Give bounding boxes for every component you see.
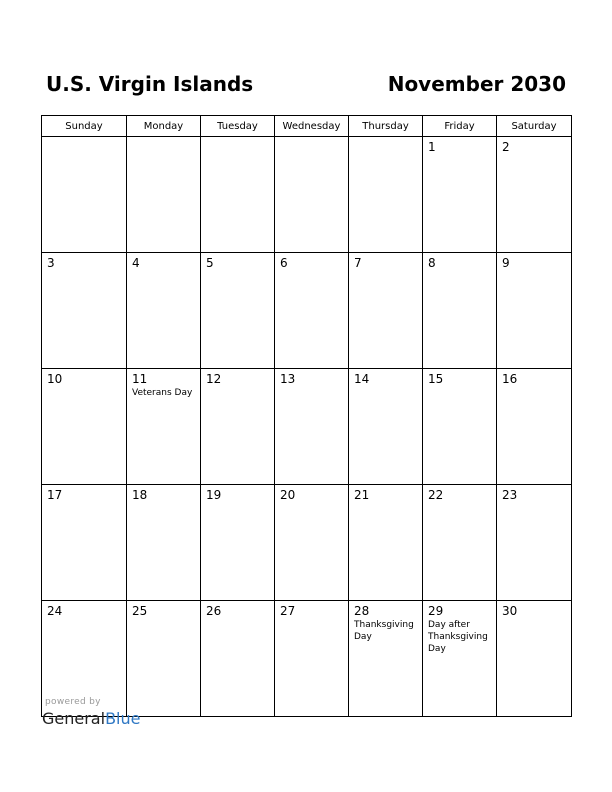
day-cell [423, 253, 497, 369]
day-number: 1 [428, 140, 436, 154]
day-cell [127, 485, 201, 601]
day-cell [349, 253, 423, 369]
week-row-4 [42, 485, 572, 601]
day-cell [497, 485, 572, 601]
day-number: 24 [47, 604, 63, 618]
day-cell [275, 137, 349, 253]
weekday-header-row [42, 116, 572, 137]
day-cell [127, 137, 201, 253]
weekday-tuesday: Tuesday [201, 116, 275, 137]
holiday-label: Thanksgiving Day [354, 620, 414, 642]
day-cell [201, 369, 275, 485]
day-cell [275, 601, 349, 717]
day-number: 21 [354, 488, 370, 502]
weekday-sunday: Sunday [42, 116, 127, 137]
day-cell [423, 369, 497, 485]
week-row-3 [42, 369, 572, 485]
day-cell [349, 601, 423, 717]
day-number: 12 [206, 372, 222, 386]
day-cell [42, 137, 127, 253]
day-cell [497, 601, 572, 717]
day-cell [201, 601, 275, 717]
day-number: 15 [428, 372, 444, 386]
day-number: 17 [47, 488, 63, 502]
day-number: 18 [132, 488, 148, 502]
day-number: 6 [280, 256, 288, 270]
holiday-label: Veterans Day [132, 388, 193, 398]
weekday-monday: Monday [127, 116, 201, 137]
day-cell [423, 137, 497, 253]
day-cell [42, 369, 127, 485]
day-cell [497, 369, 572, 485]
brand-general-text: General [42, 709, 106, 728]
day-cell [275, 253, 349, 369]
day-number: 16 [502, 372, 518, 386]
day-number: 19 [206, 488, 222, 502]
day-number: 30 [502, 604, 518, 618]
day-number: 22 [428, 488, 444, 502]
day-number: 28 [354, 604, 370, 618]
calendar-grid [41, 115, 572, 717]
day-cell [127, 253, 201, 369]
day-number: 27 [280, 604, 296, 618]
day-number: 25 [132, 604, 148, 618]
day-number: 3 [47, 256, 55, 270]
powered-by-label: powered by [45, 697, 101, 707]
weekday-wednesday: Wednesday [275, 116, 349, 137]
day-number: 4 [132, 256, 140, 270]
day-cell [275, 485, 349, 601]
month-year-title: November 2030 [387, 72, 566, 96]
day-cell [201, 137, 275, 253]
brand-blue-text: Blue [105, 709, 141, 728]
region-title: U.S. Virgin Islands [46, 72, 254, 96]
footer-branding[interactable] [42, 697, 140, 729]
day-cell [423, 485, 497, 601]
day-cell [349, 485, 423, 601]
weekday-friday: Friday [423, 116, 497, 137]
generalblue-logo[interactable] [42, 709, 140, 729]
day-cell [201, 253, 275, 369]
day-number: 8 [428, 256, 436, 270]
day-number: 13 [280, 372, 296, 386]
day-number: 10 [47, 372, 63, 386]
day-number: 23 [502, 488, 518, 502]
day-cell [42, 485, 127, 601]
day-number: 20 [280, 488, 296, 502]
day-number: 5 [206, 256, 214, 270]
day-cell [497, 253, 572, 369]
weekday-thursday: Thursday [349, 116, 423, 137]
day-cell [497, 137, 572, 253]
day-number: 29 [428, 604, 444, 618]
day-number: 26 [206, 604, 222, 618]
day-cell [42, 253, 127, 369]
day-cell [349, 137, 423, 253]
weekday-saturday: Saturday [497, 116, 572, 137]
week-row-2 [42, 253, 572, 369]
day-cell [423, 601, 497, 717]
day-number: 14 [354, 372, 370, 386]
day-cell [349, 369, 423, 485]
day-number: 7 [354, 256, 362, 270]
day-number: 2 [502, 140, 510, 154]
holiday-label: Day after Thanksgiving Day [428, 620, 488, 654]
week-row-1 [42, 137, 572, 253]
day-cell [275, 369, 349, 485]
day-number: 11 [132, 372, 148, 386]
day-cell [127, 369, 201, 485]
day-cell [201, 485, 275, 601]
day-number: 9 [502, 256, 510, 270]
